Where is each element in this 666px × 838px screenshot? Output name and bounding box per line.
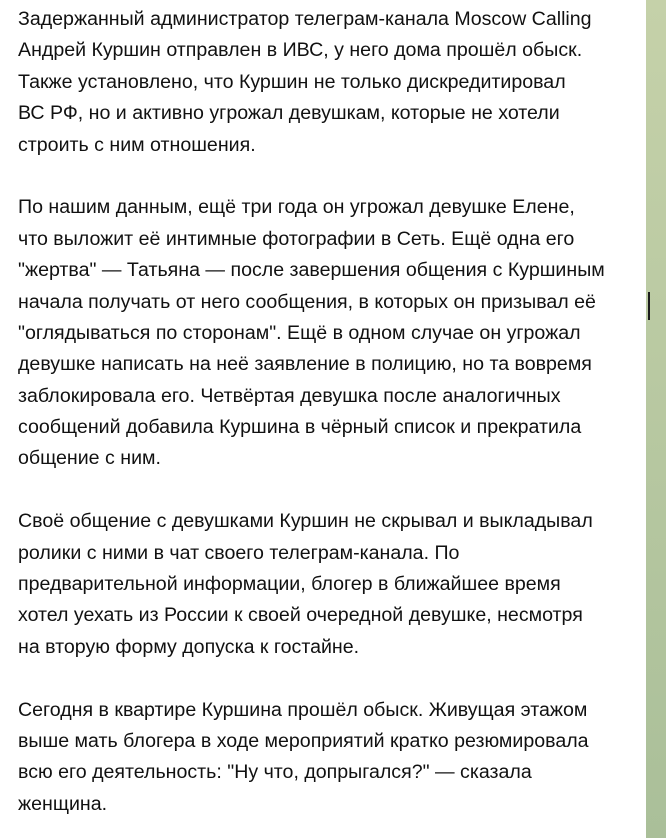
message-line: предварительной информации, блогер в ближайшее время xyxy=(18,573,561,596)
message-line: Также установлено, что Куршин не только дискредитировал xyxy=(18,70,566,93)
text-cursor xyxy=(648,292,650,320)
message-line: начала получать от него сообщения, в которых он призывал её xyxy=(18,290,596,313)
message-line: Андрей Куршин отправлен в ИВС, у него дома прошёл обыск. xyxy=(18,39,583,62)
message-line: ролики с ними в чат своего телеграм-канала. По xyxy=(18,541,460,564)
message-line: "оглядываться по сторонам". Ещё в одном случае он угрожал xyxy=(18,321,581,344)
message-paragraph-1 xyxy=(18,4,646,161)
message-line: Своё общение с девушками Куршин не скрывал и выкладывал xyxy=(18,510,593,533)
message-line: Сегодня в квартире Куршина прошёл обыск. Живущая этажом xyxy=(18,698,588,721)
message-line: выше мать блогера в ходе мероприятий кратко резюмировала xyxy=(18,729,589,752)
message-line: хотел уехать из России к своей очередной девушке, несмотря xyxy=(18,604,583,627)
message-line: Задержанный администратор телеграм-канала Moscow Calling xyxy=(18,8,592,30)
message-line: сообщений добавила Куршина в чёрный список и прекратила xyxy=(18,416,582,439)
message-line: на вторую форму допуска к гостайне. xyxy=(18,635,360,658)
paragraph-spacer xyxy=(18,663,646,694)
message-line: что выложит её интимные фотографии в Сеть. Ещё одна его xyxy=(18,227,575,250)
message-line: строить с ним отношения. xyxy=(18,133,256,156)
message-line: ВС РФ, но и активно угрожал девушкам, которые не хотели xyxy=(18,102,560,125)
message-paragraph-3 xyxy=(18,506,646,663)
message-line: женщина. xyxy=(18,792,108,815)
message-line: всю его деятельность: "Ну что, допрыгался?" — сказала xyxy=(18,761,532,784)
message-line: "жертва" — Татьяна — после завершения общения с Куршиным xyxy=(18,259,605,282)
paragraph-spacer xyxy=(18,475,646,506)
message-paragraph-2 xyxy=(18,192,646,475)
message-line: По нашим данным, ещё три года он угрожал девушке Елене, xyxy=(18,196,575,219)
message-line: заблокировала его. Четвёртая девушка после аналогичных xyxy=(18,384,561,407)
message-line: девушке написать на неё заявление в полицию, но та вовремя xyxy=(18,353,592,376)
chat-background-strip xyxy=(646,0,666,838)
message-line: общение с ним. xyxy=(18,447,161,470)
message-paragraph-4 xyxy=(18,695,646,821)
paragraph-spacer xyxy=(18,161,646,192)
